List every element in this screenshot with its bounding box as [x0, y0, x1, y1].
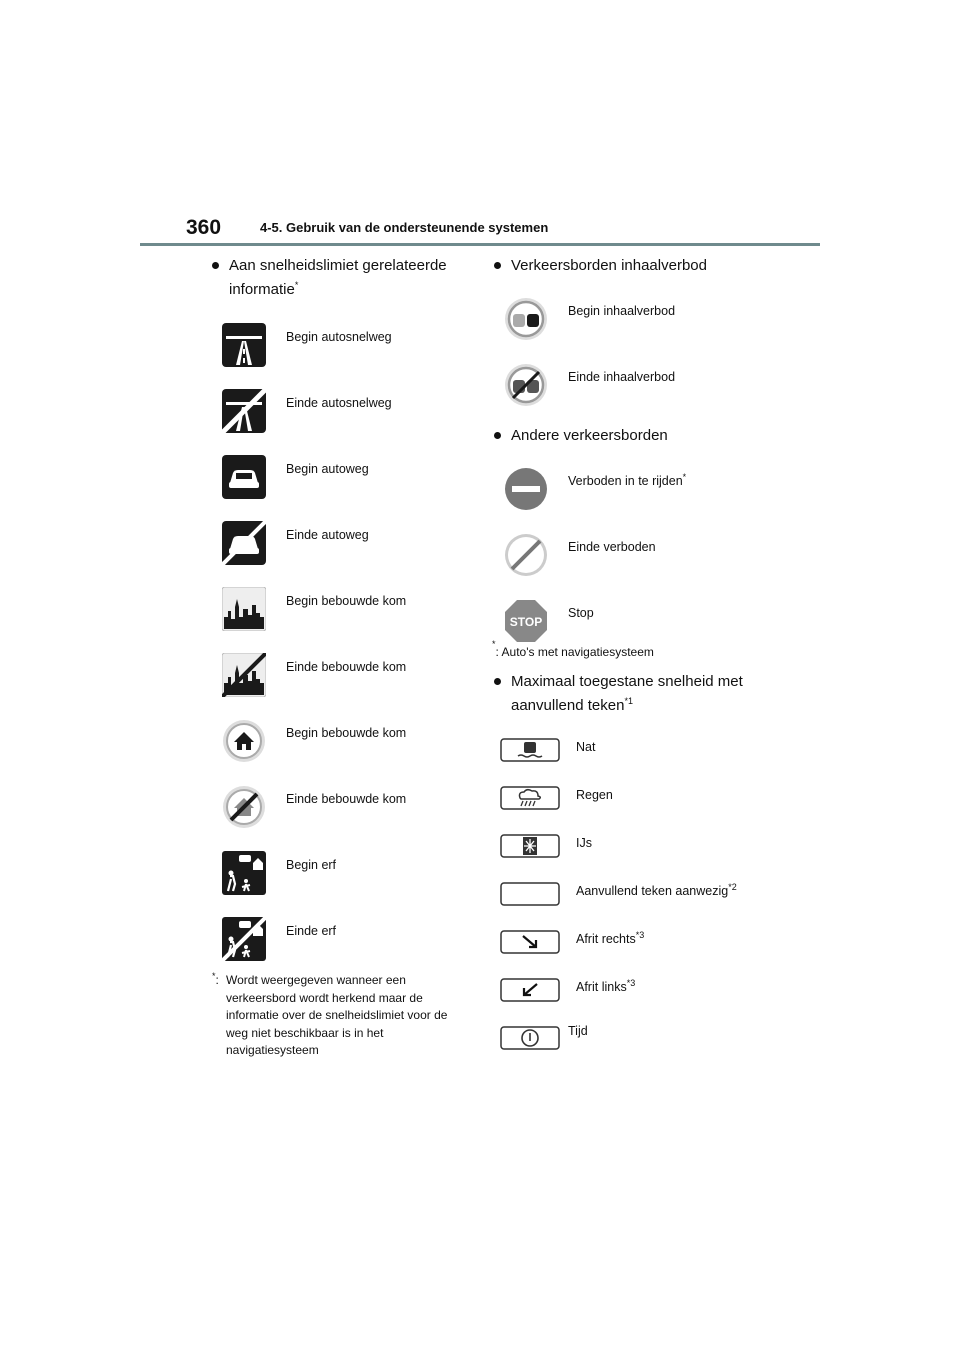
bullet-icon: [494, 678, 501, 685]
plate-row: [492, 784, 782, 832]
header-rule: [140, 243, 820, 246]
plate-label: Aanvullend teken aanwezig$^{*2}$: [576, 881, 737, 898]
plate-label: Tijd: [568, 1023, 588, 1038]
footnote: *: Wordt weergegeven wanneer een verkeersbord wordt herkend maar de informatie over de snelheidslimiet voor de weg niet beschikbaar is in het navigatiesysteem: [212, 972, 500, 1060]
plate-row: [492, 928, 782, 976]
left-column: [210, 254, 500, 1060]
bullet-icon: [212, 262, 219, 269]
sign-label: Einde erf: [286, 924, 337, 938]
sign-row: [210, 850, 500, 916]
sign-label: Einde bebouwde kom: [286, 660, 407, 674]
footnote-text: : Auto's met navigatiesysteem: [495, 645, 654, 659]
built-up-area-house-end-icon: [222, 785, 266, 829]
sign-label: Einde bebouwde kom: [286, 792, 407, 806]
sign-label: Einde autosnelweg: [286, 396, 392, 410]
footnote: * : Auto's met navigatiesysteem: [492, 644, 782, 662]
bullet-icon: [494, 432, 501, 439]
bullet-icon: [494, 262, 501, 269]
plate-label: Afrit rechts$^{*3}$: [576, 929, 645, 946]
plate-row: [492, 832, 782, 880]
sign-row: [210, 454, 500, 520]
overtaking-heading: Verkeersborden inhaalverbod: [492, 254, 782, 278]
plate-label: IJs: [576, 835, 592, 850]
no-entry-icon: [504, 467, 548, 511]
sign-label: Einde verboden: [568, 540, 656, 554]
sign-row: [210, 520, 500, 586]
clock-plate-icon: [500, 1026, 560, 1050]
right-column: [492, 254, 782, 1072]
built-up-area-house-begin-icon: [222, 719, 266, 763]
sign-row: [210, 784, 500, 850]
plate-row: [492, 976, 782, 1024]
expressway-end-icon: [222, 521, 266, 565]
page-header: [140, 214, 820, 248]
sign-label: Einde inhaalverbod: [568, 370, 676, 384]
other-signs-heading: Andere verkeersborden: [492, 424, 782, 448]
wet-road-plate-icon: [500, 738, 560, 762]
sign-label: Begin autoweg: [286, 462, 369, 476]
sign-label: Begin inhaalverbod: [568, 304, 676, 318]
end-restrictions-icon: [504, 533, 548, 577]
sign-label: Begin bebouwde kom: [286, 726, 407, 740]
sign-row: [492, 532, 782, 598]
sign-row: [210, 652, 500, 718]
sign-row: [492, 598, 782, 664]
stop-sign-icon: [504, 599, 548, 643]
sign-label: Begin erf: [286, 858, 337, 872]
sign-row: [492, 362, 782, 428]
sign-row: [210, 718, 500, 784]
plate-row: [492, 880, 782, 928]
motorway-end-icon: [222, 389, 266, 433]
sign-row: [210, 586, 500, 652]
sign-label: Stop: [568, 606, 594, 620]
sign-row: [492, 466, 782, 532]
sign-label: Verboden in te rijden*: [568, 471, 687, 488]
blank-plate-icon: [500, 882, 560, 906]
residential-zone-begin-icon: [222, 851, 266, 895]
sign-row: [492, 296, 782, 362]
section-title: 4-5. Gebruik van de ondersteunende systemen: [260, 220, 549, 235]
rain-plate-icon: [500, 786, 560, 810]
svg-text:STOP: STOP: [509, 615, 543, 629]
no-overtaking-end-icon: [504, 363, 548, 407]
sign-row: [210, 916, 500, 982]
exit-right-plate-icon: [500, 930, 560, 954]
plate-label: Nat: [576, 739, 596, 754]
supplementary-heading: Maximaal toegestane snelheid met aanvullend teken$^{*1}$: [492, 670, 782, 718]
sign-label: Begin bebouwde kom: [286, 594, 407, 608]
sign-label: Einde autoweg: [286, 528, 369, 542]
motorway-begin-icon: [222, 323, 266, 367]
ice-plate-icon: [500, 834, 560, 858]
no-overtaking-begin-icon: [504, 297, 548, 341]
sign-label: Begin autosnelweg: [286, 330, 392, 344]
plate-label: Afrit links$^{*3}$: [576, 977, 636, 994]
plate-label: Regen: [576, 787, 613, 802]
expressway-begin-icon: [222, 455, 266, 499]
sign-row: [210, 388, 500, 454]
residential-zone-end-icon: [222, 917, 266, 961]
plate-row: [492, 1024, 782, 1072]
built-up-area-begin-icon: [222, 587, 266, 631]
speed-info-heading: Aan snelheidslimiet gerelateerde informatie*: [210, 254, 500, 302]
plate-row: [492, 736, 782, 784]
sign-row: [210, 322, 500, 388]
footnote-text: Wordt weergegeven wanneer een verkeersbord wordt herkend maar de informatie over de snelheidslimiet voor de weg niet beschikbaar is in het navigatiesysteem: [226, 973, 448, 1057]
built-up-area-end-icon: [222, 653, 266, 697]
exit-left-plate-icon: [500, 978, 560, 1002]
page-number: 360: [186, 216, 222, 239]
